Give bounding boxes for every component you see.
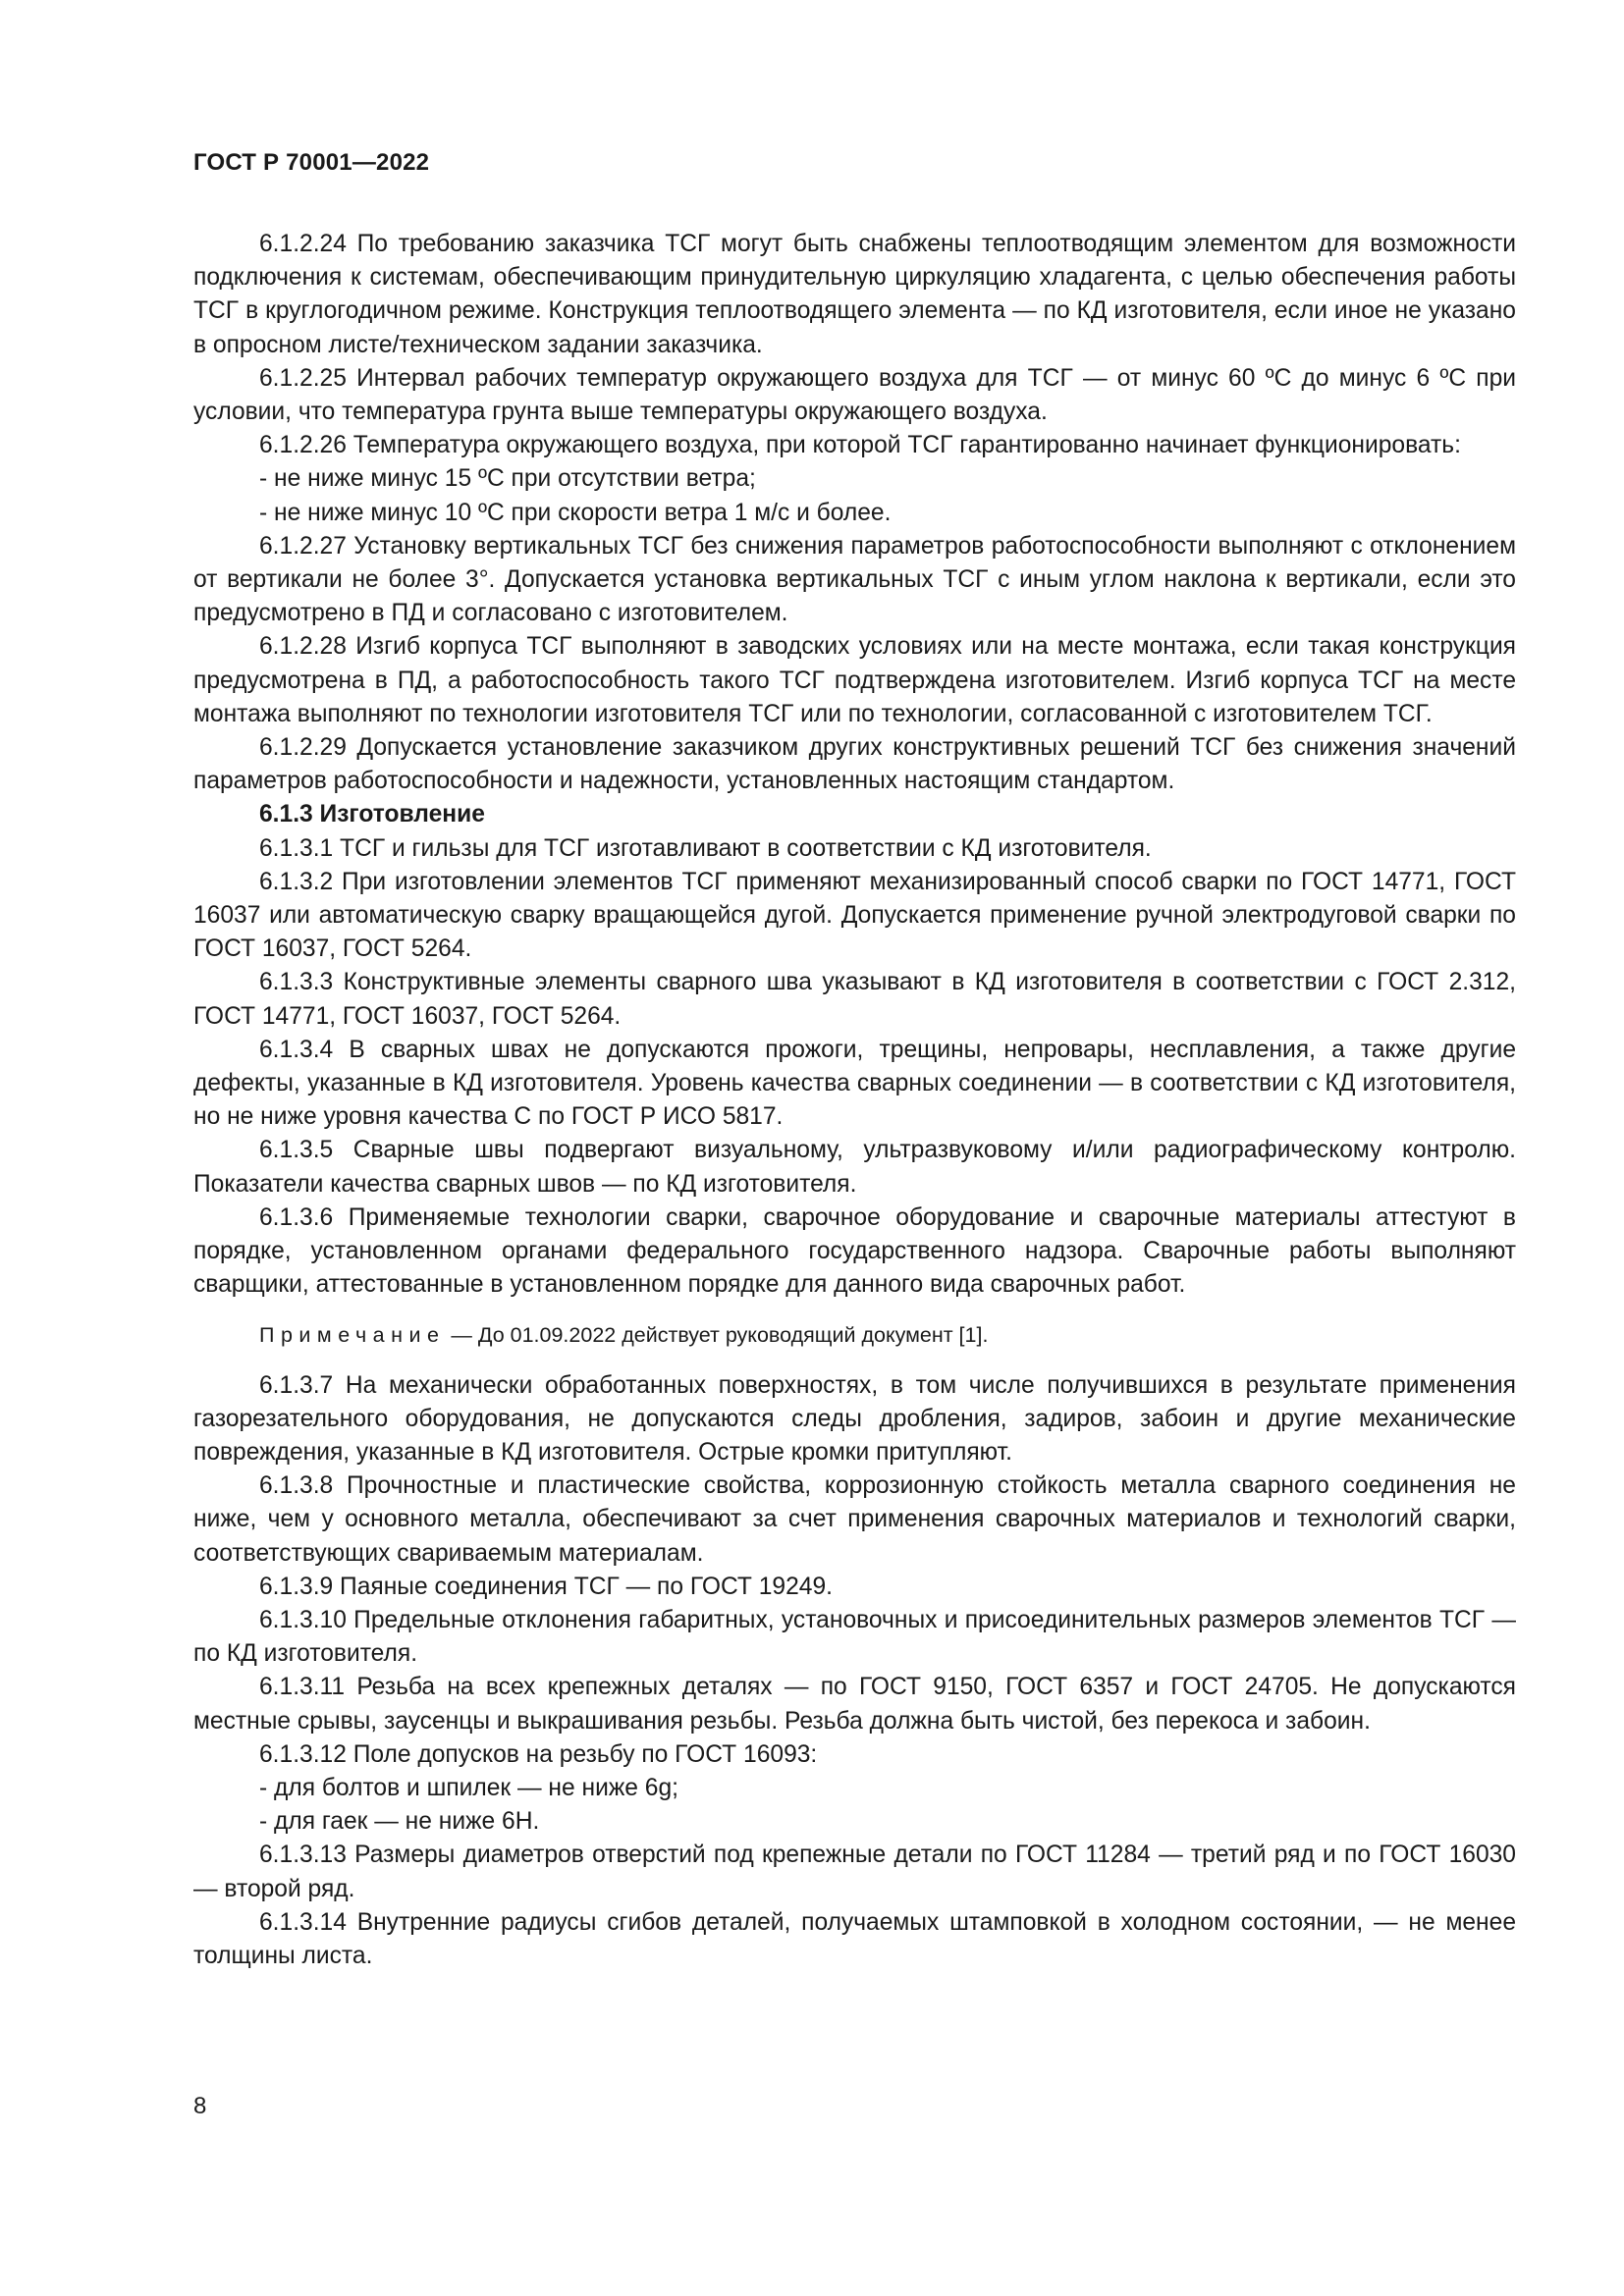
paragraph-6-1-3-6: 6.1.3.6 Применяемые технологии сварки, сварочное оборудование и сварочные материалы аттестуют в порядке, установленном органами федерального государственного надзора. Сварочные работы выполняют сварщики, аттестованные в установленном порядке для данного вида сварочных работ. (193, 1203, 1516, 1299)
document-header: ГОСТ Р 70001—2022 (193, 149, 430, 176)
paragraph-6-1-2-29: 6.1.2.29 Допускается установление заказчиком других конструктивных решений ТСГ без снижения значений параметров работоспособности и надежности, установленных настоящим стандартом. (193, 734, 1516, 795)
list-item: - для болтов и шпилек — не ниже 6g; (259, 1774, 678, 1801)
paragraph-6-1-3-12: 6.1.3.12 Поле допусков на резьбу по ГОСТ 16093: (259, 1740, 818, 1768)
paragraph-6-1-3-14: 6.1.3.14 Внутренние радиусы сгибов деталей, получаемых штамповкой в холодном состоянии, — не менее толщины листа. (193, 1908, 1516, 1969)
list-item: - не ниже минус 10 ºС при скорости ветра 1 м/с и более. (259, 499, 892, 526)
paragraph-6-1-2-26: 6.1.2.26 Температура окружающего воздуха, при которой ТСГ гарантированно начинает функционировать: (259, 432, 1461, 459)
note-text: — До 01.09.2022 действует руководящий документ [1]. (445, 1322, 989, 1347)
note-label: Примечание (259, 1322, 446, 1347)
paragraph-6-1-3-13: 6.1.3.13 Размеры диаметров отверстий под крепежные детали по ГОСТ 11284 — третий ряд и по ГОСТ 16030 — второй ряд. (193, 1842, 1516, 1902)
paragraph-6-1-3-7: 6.1.3.7 На механически обработанных поверхностях, в том числе получившихся в результате применения газорезательного оборудования, не допускаются следы дробления, задиров, забоин и другие механические повреждения, указанные в КД изготовителя. Острые кромки притупляют. (193, 1371, 1516, 1466)
paragraph-6-1-2-27: 6.1.2.27 Установку вертикальных ТСГ без снижения параметров работоспособности выполняют с отклонением от вертикали не более 3°. Допускается установка вертикальных ТСГ с иным углом наклона к вертикали, если это предусмотрено в ПД и согласовано с изготовителем. (193, 532, 1516, 627)
list-item: - для гаек — не ниже 6Н. (259, 1808, 540, 1836)
paragraph-6-1-2-25: 6.1.2.25 Интервал рабочих температур окружающего воздуха для ТСГ — от минус 60 ºС до минус 6 ºС при условии, что температура грунта выше температуры окружающего воздуха. (193, 364, 1516, 426)
paragraph-6-1-3-11: 6.1.3.11 Резьба на всех крепежных деталях — по ГОСТ 9150, ГОСТ 6357 и ГОСТ 24705. Не допускаются местные срывы, заусенцы и выкрашивания резьбы. Резьба должна быть чистой, без перекоса и забоин. (193, 1674, 1516, 1735)
paragraph-6-1-2-24: 6.1.2.24 По требованию заказчика ТСГ могут быть снабжены теплоотводящим элементом для возможности подключения к системам, обеспечивающим принудительную циркуляцию хладагента, с целью обеспечения работы ТСГ в круглогодичном режиме. Конструкция теплоотводящего элемента — по КД изготовителя, если иное не указано в опросном листе/техническом задании заказчика. (193, 231, 1516, 358)
note (193, 1320, 1516, 1350)
paragraph-6-1-3-10: 6.1.3.10 Предельные отклонения габаритных, установочных и присоединительных размеров элементов ТСГ — по КД изготовителя. (193, 1606, 1516, 1668)
list-item: - не ниже минус 15 ºС при отсутствии ветра; (259, 465, 756, 493)
paragraph-6-1-3-2: 6.1.3.2 При изготовлении элементов ТСГ применяют механизированный способ сварки по ГОСТ 14771, ГОСТ 16037 или автоматическую сварку вращающейся дугой. Допускается применение ручной электродуговой сварки по ГОСТ 16037, ГОСТ 5264. (193, 868, 1516, 963)
paragraph-6-1-3-1: 6.1.3.1 ТСГ и гильзы для ТСГ изготавливают в соответствии с КД изготовителя. (259, 834, 1152, 862)
document-body (193, 228, 1516, 1973)
paragraph-6-1-3-5: 6.1.3.5 Сварные швы подвергают визуальному, ультразвуковому и/или радиографическому контролю. Показатели качества сварных швов — по КД изготовителя. (193, 1137, 1516, 1198)
paragraph-6-1-2-28: 6.1.2.28 Изгиб корпуса ТСГ выполняют в заводских условиях или на месте монтажа, если такая конструкция предусмотрена в ПД, а работоспособность такого ТСГ подтверждена изготовителем. Изгиб корпуса ТСГ на месте монтажа выполняют по технологии изготовителя ТСГ или по технологии, согласованной с изготовителем ТСГ. (193, 633, 1516, 727)
paragraph-6-1-3-9: 6.1.3.9 Паяные соединения ТСГ — по ГОСТ 19249. (259, 1573, 833, 1600)
section-heading: 6.1.3 Изготовление (259, 801, 485, 828)
paragraph-6-1-3-3: 6.1.3.3 Конструктивные элементы сварного шва указывают в КД изготовителя в соответствии с ГОСТ 2.312, ГОСТ 14771, ГОСТ 16037, ГОСТ 5264. (193, 969, 1516, 1030)
page-number: 8 (193, 2093, 207, 2119)
paragraph-6-1-3-8: 6.1.3.8 Прочностные и пластические свойства, коррозионную стойкость металла сварного соединения не ниже, чем у основного металла, обеспечивают за счет применения сварочных материалов и технологий сварки, соответствующих свариваемым материалам. (193, 1472, 1516, 1567)
paragraph-6-1-3-4: 6.1.3.4 В сварных швах не допускаются прожоги, трещины, непровары, несплавления, а также другие дефекты, указанные в КД изготовителя. Уровень качества сварных соединении — в соответствии с КД изготовителя, но не ниже уровня качества С по ГОСТ Р ИСО 5817. (193, 1036, 1516, 1131)
